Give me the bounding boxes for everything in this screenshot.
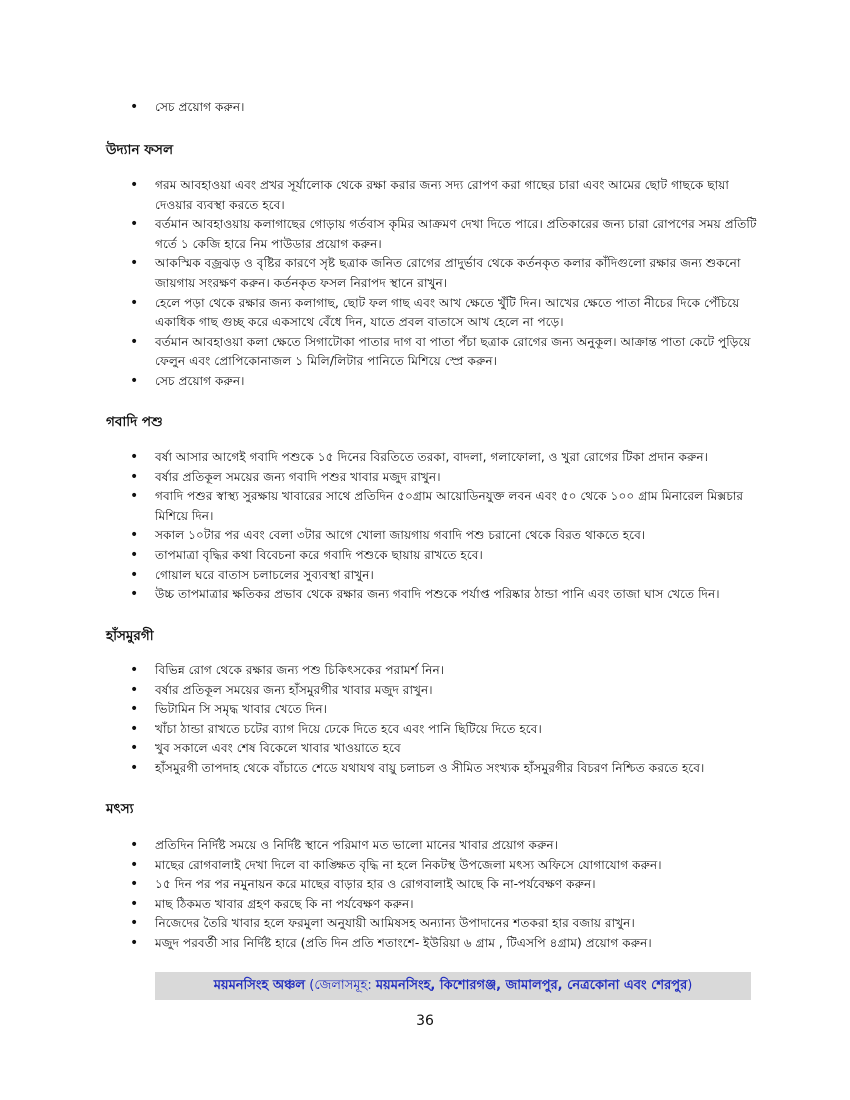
- list-item: • বিভিন্ন রোগ থেকে রক্ষার জন্য পশু চিকিৎসকের পরামর্শ নিন।: [130, 661, 760, 681]
- section-heading-livestock: গবাদি পশু: [106, 414, 163, 430]
- list-item: • সেচ প্রয়োগ করুন।: [130, 98, 760, 118]
- livestock-list: [130, 448, 760, 605]
- list-item: • খুব সকালে এবং শেষ বিকেলে খাবার খাওয়াতে হবে: [130, 739, 760, 759]
- list-item: • বর্তমান আবহাওয়ায় কলাগাছের গোড়ায় গর্তবাস কৃমির আক্রমণ দেখা দিতে পারে। প্রতিকারের জন্য চারা রোপণের সময় প্রতিটি গর্তে ১ কেজি হারে নিম পাউডার প্রয়োগ করুন।: [130, 215, 760, 254]
- district-list: ময়মনসিংহ, কিশোরগঞ্জ, জামালপুর, নেত্রকোনা এবং শেরপুর: [375, 978, 688, 993]
- list-item: • মজুদ পরবর্তী সার নির্দিষ্ট হারে (প্রতি দিন প্রতি শতাংশে- ইউরিয়া ৬ গ্রাম , টিএসপি ৪গ্রাম) প্রয়োগ করুন।: [130, 934, 760, 954]
- region-name: ময়মনসিংহ অঞ্চল: [213, 978, 306, 993]
- districts-label: (জেলাসমূহ:: [305, 978, 376, 993]
- list-item: • গরম আবহাওয়া এবং প্রখর সূর্যালোক থেকে রক্ষা করার জন্য সদ্য রোপণ করা গাছের চারা এবং আমের ছোট গাছকে ছায়া দেওয়ার ব্যবস্থা করতে হবে।: [130, 176, 760, 215]
- section-heading-poultry: হাঁসমুরগী: [106, 628, 154, 644]
- banner-close: ): [687, 978, 693, 993]
- list-item: • বর্ষার প্রতিকূল সময়ের জন্য হাঁসমুরগীর খাবার মজুদ রাখুন।: [130, 681, 760, 701]
- list-item: • তাপমাত্রা বৃদ্ধির কথা বিবেচনা করে গবাদি পশুকে ছায়ায় রাখতে হবে।: [130, 546, 760, 566]
- list-item: • মাছ ঠিকমত খাবার গ্রহণ করছে কি না পর্যবেক্ষণ করুন।: [130, 895, 760, 915]
- list-item: • আকস্মিক বজ্রঝড় ও বৃষ্টির কারণে সৃষ্ট ছত্রাক জনিত রোগের প্রাদুর্ভাব থেকে কর্তনকৃত কলার কাঁদিগুলো রক্ষার জন্য শুকনো জায়গায় সংরক্ষণ করুন। কর্তনকৃত ফসল নিরাপদ স্থানে রাখুন।: [130, 254, 760, 293]
- list-item: • প্রতিদিন নির্দিষ্ট সময়ে ও নির্দিষ্ট স্থানে পরিমাণ মত ভালো মানের খাবার প্রয়োগ করুন।: [130, 836, 760, 856]
- list-item: • বর্তমান আবহাওয়া কলা ক্ষেতে সিগাটোকা পাতার দাগ বা পাতা পঁচা ছত্রাক রোগের জন্য অনুকূল। আক্রান্ত পাতা কেটে পুড়িয়ে ফেলুন এবং প্রোপিকোনাজল ১ মিলি/লিটার পানিতে মিশিয়ে স্প্রে করুন।: [130, 333, 760, 372]
- list-item: • গবাদি পশুর স্বাস্থ্য সুরক্ষায় খাবারের সাথে প্রতিদিন ৫০গ্রাম আয়োডিনযুক্ত লবন এবং ৫০ থেকে ১০০ গ্রাম মিনারেল মিক্সচার মিশিয়ে দিন।: [130, 487, 760, 526]
- fisheries-list: [130, 836, 760, 954]
- list-item: • ১৫ দিন পর পর নমুনায়ন করে মাছের বাড়ার হার ও রোগবালাই আছে কি না-পর্যবেক্ষণ করুন।: [130, 875, 760, 895]
- poultry-list: [130, 661, 760, 779]
- top-list: [130, 98, 760, 118]
- list-item: • ভিটামিন সি সমৃদ্ধ খাবার খেতে দিন।: [130, 700, 760, 720]
- list-item: • বর্ষা আসার আগেই গবাদি পশুকে ১৫ দিনের বিরতিতে তরকা, বাদলা, গলাফোলা, ও খুরা রোগের টিকা প্রদান করুন।: [130, 448, 760, 468]
- list-item: • খাঁচা ঠান্ডা রাখতে চটের ব্যাগ দিয়ে ঢেকে দিতে হবে এবং পানি ছিটিয়ে দিতে হবে।: [130, 720, 760, 740]
- list-item: • মাছের রোগবালাই দেখা দিলে বা কাঙ্ক্ষিত বৃদ্ধি না হলে নিকটস্থ উপজেলা মৎস্য অফিসে যোগাযোগ করুন।: [130, 856, 760, 876]
- region-banner: [155, 972, 751, 1000]
- list-item: • হাঁসমুরগী তাপদাহ থেকে বাঁচাতে শেডে যথাযথ বায়ু চলাচল ও সীমিত সংখ্যক হাঁসমুরগীর বিচরণ নিশ্চিত করতে হবে।: [130, 759, 760, 779]
- list-item: • হেলে পড়া থেকে রক্ষার জন্য কলাগাছ, ছোট ফল গাছ এবং আখ ক্ষেতে খুঁটি দিন। আখের ক্ষেতে পাতা নীচের দিকে পেঁচিয়ে একাধিক গাছ গুচ্ছ করে একসাথে বেঁধে দিন, যাতে প্রবল বাতাসে আখ হেলে না পড়ে।: [130, 294, 760, 333]
- list-item: • সেচ প্রয়োগ করুন।: [130, 372, 760, 392]
- list-item: • উচ্চ তাপমাত্রার ক্ষতিকর প্রভাব থেকে রক্ষার জন্য গবাদি পশুকে পর্যাপ্ত পরিষ্কার ঠান্ডা পানি এবং তাজা ঘাস খেতে দিন।: [130, 585, 760, 605]
- page-number: 36: [416, 1013, 434, 1029]
- list-item: • গোয়াল ঘরে বাতাস চলাচলের সুব্যবস্থা রাখুন।: [130, 566, 760, 586]
- list-item: • সকাল ১০টার পর এবং বেলা ৩টার আগে খোলা জায়গায় গবাদি পশু চরানো থেকে বিরত থাকতে হবে।: [130, 526, 760, 546]
- horticulture-list: [130, 176, 760, 392]
- section-heading-fisheries: মৎস্য: [106, 801, 134, 817]
- section-heading-horticulture: উদ্যান ফসল: [106, 142, 174, 158]
- list-item: • নিজেদের তৈরি খাবার হলে ফরমুলা অনুযায়ী আমিষসহ অন্যান্য উপাদানের শতকরা হার বজায় রাখুন।: [130, 914, 760, 934]
- list-item: • বর্ষার প্রতিকূল সময়ের জন্য গবাদি পশুর খাবার মজুদ রাখুন।: [130, 468, 760, 488]
